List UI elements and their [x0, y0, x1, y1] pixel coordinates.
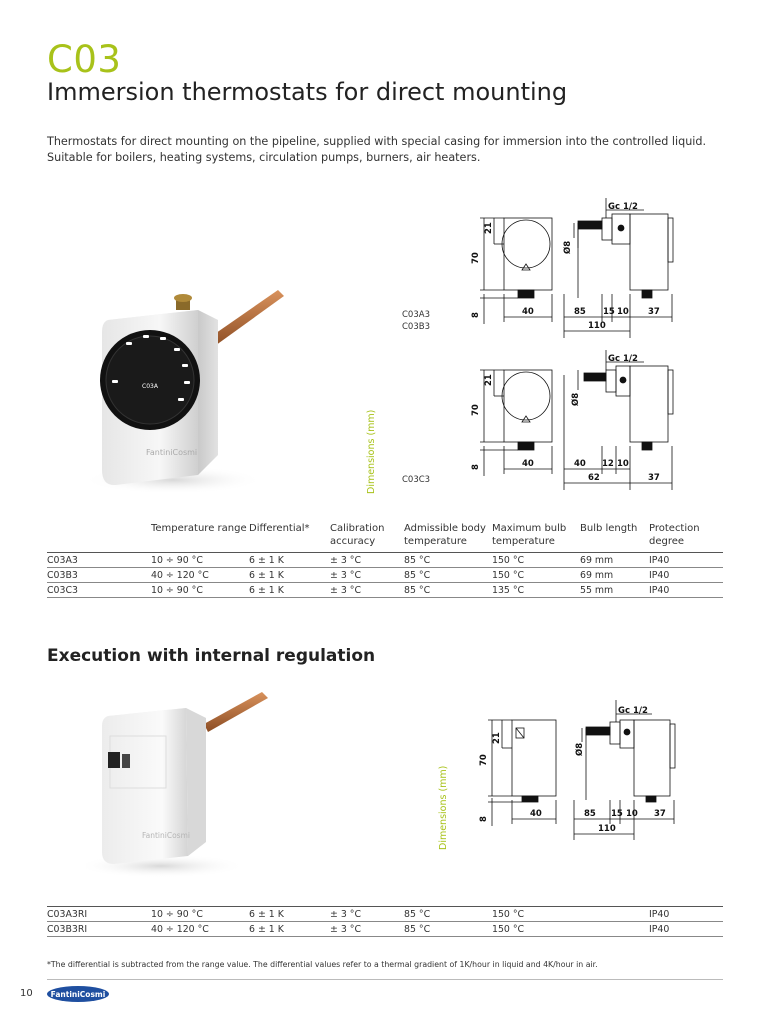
table-header: Differential*: [249, 523, 310, 534]
photo-brand: FantiniCosmi: [146, 448, 198, 457]
thread-label: Gc 1/2: [618, 706, 648, 716]
table-cell: 40 ÷ 120 °C: [151, 570, 209, 581]
section-title: Execution with internal regulation: [47, 646, 376, 666]
dimensions-label-1: Dimensions (mm): [366, 409, 377, 494]
table-cell: C03C3: [47, 585, 78, 596]
spec-table-ri: [47, 906, 723, 937]
table-cell: ± 3 °C: [330, 924, 362, 935]
dim-w-nut2: 10: [617, 307, 629, 317]
intro-text: Thermostats for direct mounting on the pipeline, supplied with special casing for immersion into the controlled liquid. Suitable for boilers, heating systems, circulation pumps, burners, air heaters.: [47, 135, 707, 164]
table-cell: 69 mm: [580, 555, 614, 566]
dim-h-bottom: 8: [471, 312, 481, 318]
table-cell: C03B3RI: [47, 924, 88, 935]
dim-w-nut: 15: [611, 809, 623, 819]
table-cell: 10 ÷ 90 °C: [151, 585, 203, 596]
models-label-2: [402, 474, 430, 486]
brand-logo: [47, 986, 109, 1002]
dim-w-nut: 15: [603, 307, 615, 317]
model-label: C03B3: [402, 322, 430, 332]
dial-model-label: C03A: [142, 383, 158, 390]
table-row: [47, 922, 723, 937]
table-cell: 6 ± 1 K: [249, 555, 284, 566]
footnote: *The differential is subtracted from the range value. The differential values refer to a thermal gradient of 1K/hour in liquid and 4K/hour in air.: [47, 960, 598, 969]
table-header: Temperature range: [151, 523, 247, 534]
dim-w-bulb: 40: [574, 459, 586, 469]
table-cell: 85 °C: [404, 555, 431, 566]
dim-h-total: 70: [471, 252, 481, 264]
models-label-1: [402, 309, 430, 333]
table-header: [47, 522, 151, 553]
table-cell: 150 °C: [492, 555, 525, 566]
product-code: C03: [47, 38, 122, 81]
table-header-row: [47, 522, 723, 553]
dim-w-nut: 12: [602, 459, 614, 469]
dim-w-body: 37: [648, 307, 660, 317]
table-cell: 6 ± 1 K: [249, 924, 284, 935]
table-cell: 85 °C: [404, 924, 431, 935]
dim-h-total: 70: [479, 754, 489, 766]
table-row: [47, 568, 723, 583]
dim-dia: Ø8: [563, 240, 573, 254]
table-row: [47, 907, 723, 922]
dimensions-label-2: Dimensions (mm): [438, 765, 449, 850]
thermostat-photo: [88, 280, 298, 500]
table-cell: 6 ± 1 K: [249, 570, 284, 581]
page-number: 10: [20, 988, 33, 999]
table-cell: C03B3: [47, 570, 78, 581]
page-title: Immersion thermostats for direct mounting: [47, 78, 568, 106]
dim-w-body: 37: [654, 809, 666, 819]
dim-h-bottom: 8: [479, 816, 489, 822]
table-cell: IP40: [649, 555, 670, 566]
table-cell: ± 3 °C: [330, 909, 362, 920]
table-cell: ± 3 °C: [330, 555, 362, 566]
photo-brand: FantiniCosmi: [142, 831, 190, 840]
table-cell: 6 ± 1 K: [249, 909, 284, 920]
dim-w-body: 37: [648, 473, 660, 483]
table-cell: 55 mm: [580, 585, 614, 596]
dimension-drawing-3: [474, 700, 714, 840]
dim-h-total: 70: [471, 404, 481, 416]
table-cell: 135 °C: [492, 585, 525, 596]
spec-table: [47, 522, 723, 598]
table-cell: C03A3RI: [47, 909, 88, 920]
dim-w-front: 40: [522, 307, 534, 317]
thermostat-ri-photo: [86, 686, 286, 886]
table-cell: [580, 907, 649, 922]
table-cell: 150 °C: [492, 924, 525, 935]
dim-w-front: 40: [522, 459, 534, 469]
logo-text: FantiniCosmi: [50, 990, 106, 999]
dim-w-front: 40: [530, 809, 542, 819]
dim-dia: Ø8: [571, 392, 581, 406]
table-cell: 40 ÷ 120 °C: [151, 924, 209, 935]
table-cell: 10 ÷ 90 °C: [151, 555, 203, 566]
dim-h-top: 21: [484, 222, 494, 234]
dim-w-total: 62: [588, 473, 600, 483]
table-cell: 69 mm: [580, 570, 614, 581]
model-label: C03A3: [402, 310, 430, 320]
dim-w-bulb: 85: [584, 809, 596, 819]
table-header: Admissible body temperature: [404, 523, 486, 547]
table-cell: IP40: [649, 909, 670, 920]
dimension-drawing-1: [466, 198, 706, 338]
table-header: Maximum bulb temperature: [492, 523, 567, 547]
table-cell: 10 ÷ 90 °C: [151, 909, 203, 920]
dim-h-top: 21: [484, 374, 494, 386]
table-cell: 150 °C: [492, 909, 525, 920]
dim-h-top: 21: [492, 732, 502, 744]
table-cell: IP40: [649, 924, 670, 935]
table-cell: IP40: [649, 585, 670, 596]
table-cell: [580, 922, 649, 937]
dim-w-bulb: 85: [574, 307, 586, 317]
table-cell: 85 °C: [404, 570, 431, 581]
table-row: [47, 583, 723, 598]
dim-w-nut2: 10: [617, 459, 629, 469]
footer-divider: [47, 979, 723, 980]
table-cell: C03A3: [47, 555, 78, 566]
dim-w-nut2: 10: [626, 809, 638, 819]
table-header: Protection degree: [649, 523, 700, 547]
dim-h-bottom: 8: [471, 464, 481, 470]
table-header: Bulb length: [580, 523, 638, 534]
dim-w-total: 110: [598, 824, 616, 834]
table-cell: 6 ± 1 K: [249, 585, 284, 596]
thread-label: Gc 1/2: [608, 202, 638, 212]
table-cell: ± 3 °C: [330, 570, 362, 581]
table-row: [47, 553, 723, 568]
table-cell: 85 °C: [404, 909, 431, 920]
table-cell: IP40: [649, 570, 670, 581]
table-cell: 85 °C: [404, 585, 431, 596]
table-cell: ± 3 °C: [330, 585, 362, 596]
thread-label: Gc 1/2: [608, 354, 638, 364]
dimension-drawing-2: [466, 350, 706, 490]
dim-w-total: 110: [588, 321, 606, 331]
table-cell: 150 °C: [492, 570, 525, 581]
table-header: Calibration accuracy: [330, 523, 385, 547]
dim-dia: Ø8: [575, 742, 585, 756]
model-label: C03C3: [402, 475, 431, 485]
